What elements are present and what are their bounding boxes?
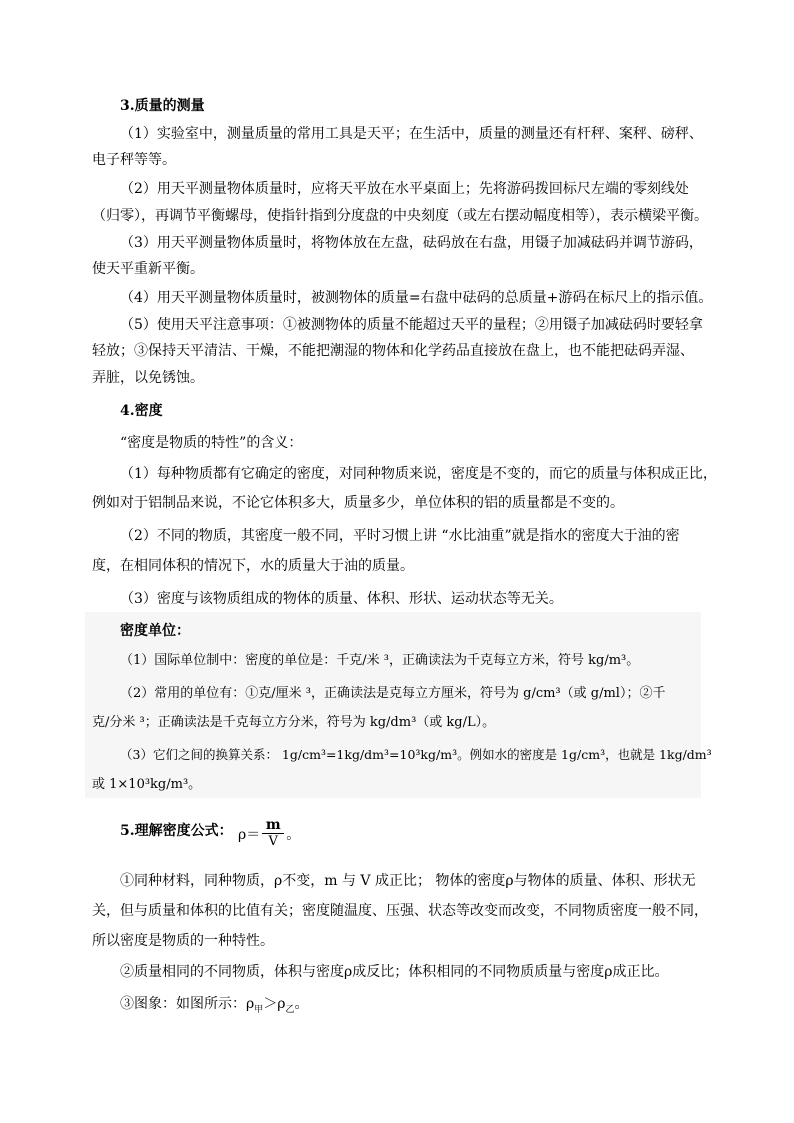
- paragraph-line: 度，在相同体积的情况下，水的质量大于油的质量。: [92, 558, 414, 574]
- section-3-title: 3.质量的测量: [120, 98, 205, 114]
- subscript-yi: 乙: [285, 1004, 295, 1015]
- paragraph-line: （2）常用的单位有：①克/厘米 ³，正确读法是克每立方厘米，符号为 g/cm³（或 g/ml）；②千: [120, 686, 666, 701]
- paragraph-line: 或 1×10³kg/m³。: [92, 777, 202, 792]
- subscript-jia: 甲: [254, 1004, 264, 1015]
- paragraph-line: （1）国际单位制中：密度的单位是：千克/米 ³，正确读法为千克每立方米，符号 kg/m³。: [120, 653, 640, 668]
- density-formula: [238, 819, 300, 849]
- formula-numerator: m: [265, 817, 281, 833]
- paragraph-line: 电子秤等等。: [92, 152, 176, 168]
- paragraph-line: （4）用天平测量物体质量时，被测物体的质量=右盘中砝码的总质量+游码在标尺上的指示值。: [120, 290, 713, 306]
- paragraph-line: 关，但与质量和体积的比值有关；密度随温度、压强、状态等改变而改变，不同物质密度一般不同，: [92, 903, 708, 919]
- paragraph-line: “密度是物质的特性”的含义：: [120, 435, 303, 451]
- paragraph-line: （1）每种物质都有它确定的密度，对同种物质来说，密度是不变的，而它的质量与体积成正比，: [120, 466, 717, 482]
- paragraph-line: （1）实验室中，测量质量的常用工具是天平；在生活中，质量的测量还有杆秤、案秤、磅秤、: [120, 126, 703, 142]
- formula-end-mark: 。: [286, 827, 301, 843]
- paragraph-line: （3）它们之间的换算关系： 1g/cm³=1kg/dm³=10³kg/m³。例如水的密度是 1g/cm³，也就是 1kg/dm³: [120, 747, 712, 762]
- formula-fraction: [262, 819, 284, 849]
- density-comparison-line: [120, 995, 309, 1019]
- paragraph-line: （3）用天平测量物体质量时，将物体放在左盘，砝码放在右盘，用镊子加减砝码并调节游码，: [120, 235, 703, 251]
- paragraph-line: （3）密度与该物质组成的物体的质量、体积、形状、运动状态等无关。: [120, 591, 563, 607]
- formula-denominator: V: [268, 834, 278, 849]
- comparison-prefix: ③图象：如图所示：ρ: [120, 996, 255, 1012]
- paragraph-line: （2）不同的物质，其密度一般不同，平时习惯上讲 “水比油重”就是指水的密度大于油的密: [120, 528, 680, 544]
- paragraph-line: （5）使用天平注意事项：①被测物体的质量不能超过天平的量程；②用镊子加减砝码时要轻拿: [120, 317, 703, 333]
- section-5-title: 5.理解密度公式：: [120, 823, 233, 839]
- paragraph-line: ②质量相同的不同物质，体积与密度ρ成反比；体积相同的不同物质质量与密度ρ成正比。: [120, 964, 669, 980]
- paragraph-line: 所以密度是物质的一种特性。: [92, 933, 274, 949]
- formula-rho: ρ＝: [238, 827, 261, 843]
- density-units-title: 密度单位：: [120, 623, 190, 639]
- comparison-end: 。: [294, 996, 309, 1012]
- paragraph-line: 轻放；③保持天平清洁、干燥，不能把潮湿的物体和化学药品直接放在盘上，也不能把砝码弄湿、: [92, 343, 694, 359]
- paragraph-line: 克/分米 ³；正确读法是千克每立方分米，符号为 kg/dm³（或 kg/L）。: [92, 715, 496, 730]
- section-4-title: 4.密度: [120, 403, 163, 419]
- paragraph-line: 例如对于铝制品来说，不论它体积多大，质量多少，单位体积的铝的质量都是不变的。: [92, 495, 624, 511]
- paragraph-line: ①同种材料，同种物质，ρ不变，m 与 V 成正比； 物体的密度ρ与物体的质量、体积、形状无: [120, 873, 696, 889]
- comparison-gt: ＞ρ: [263, 996, 286, 1012]
- paragraph-line: （归零），再调节平衡螺母，使指针指到分度盘的中央刻度（或左右摆动幅度相等），表示横梁平衡。: [92, 208, 708, 224]
- paragraph-line: 使天平重新平衡。: [92, 261, 204, 277]
- paragraph-line: （2）用天平测量物体质量时，应将天平放在水平桌面上；先将游码拨回标尺左端的零刻线处: [120, 181, 689, 197]
- paragraph-line: 弄脏，以免锈蚀。: [92, 370, 204, 386]
